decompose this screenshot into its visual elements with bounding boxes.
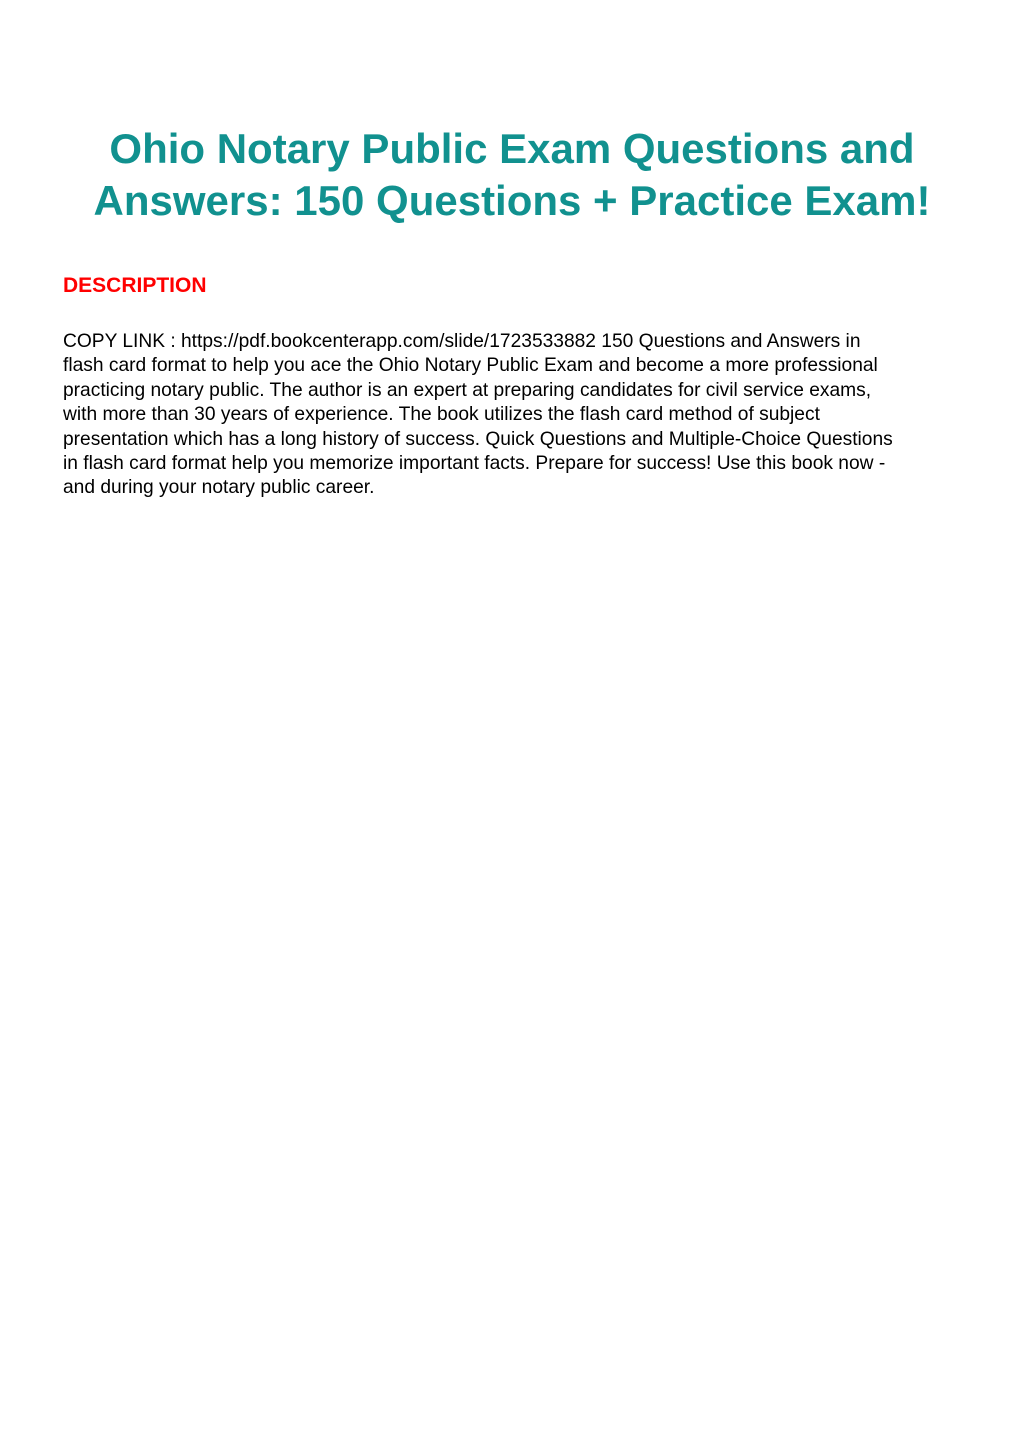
document-title — [40, 123, 984, 227]
description-line-2: flash card format to help you ace the Ohio Notary Public Exam and become a more professional — [63, 355, 878, 377]
description-line-5: presentation which has a long history of success. Quick Questions and Multiple-Choice Questions — [63, 428, 893, 450]
title-line-1: Ohio Notary Public Exam Questions and — [109, 125, 915, 172]
description-line-7: and during your notary public career. — [63, 477, 375, 499]
description-body — [63, 330, 973, 501]
description-heading: DESCRIPTION — [63, 274, 207, 297]
title-line-2: Answers: 150 Questions + Practice Exam! — [93, 177, 931, 224]
description-line-3: practicing notary public. The author is an expert at preparing candidates for civil service exams, — [63, 379, 872, 401]
description-line-4: with more than 30 years of experience. The book utilizes the flash card method of subject — [63, 404, 820, 426]
description-line-6: in flash card format help you memorize important facts. Prepare for success! Use this book now - — [63, 453, 886, 475]
description-line-1: COPY LINK : https://pdf.bookcenterapp.com/slide/1723533882 150 Questions and Answers in — [63, 331, 861, 352]
